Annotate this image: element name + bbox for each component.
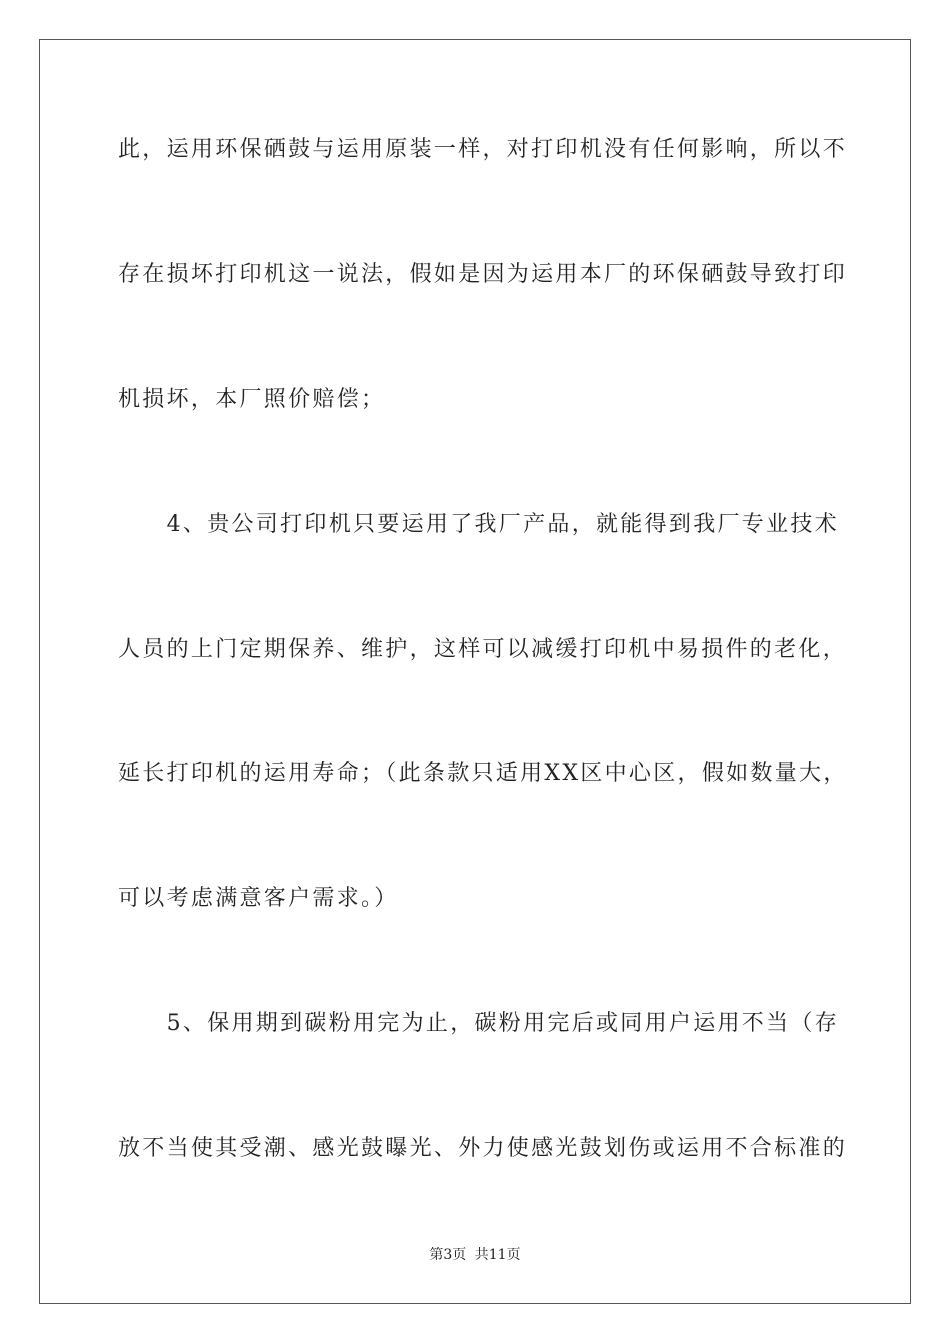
- page-number: 第3页: [429, 1247, 467, 1263]
- page-frame: [39, 39, 911, 1304]
- page-footer: [0, 1246, 950, 1264]
- body-line-2: 存在损坏打印机这一说法，假如是因为运用本厂的环保硒鼓导致打印: [118, 262, 848, 287]
- body-line-7: 可以考虑满意客户需求。）: [118, 886, 399, 911]
- body-line-1: 此，运用环保硒鼓与运用原装一样，对打印机没有任何影响，所以不: [118, 137, 848, 162]
- body-line-6: 延长打印机的运用寿命；（此条款只适用XX区中心区，假如数量大，: [118, 761, 848, 786]
- page-total: 共11页: [474, 1247, 521, 1263]
- body-line-3: 机损坏，本厂照价赔偿；: [118, 387, 386, 412]
- body-line-4: 4、贵公司打印机只要运用了我厂产品，就能得到我厂专业技术: [118, 512, 839, 537]
- body-line-9: 放不当使其受潮、感光鼓曝光、外力使感光鼓划伤或运用不合标准的: [118, 1136, 848, 1161]
- body-line-5: 人员的上门定期保养、维护，这样可以减缓打印机中易损件的老化，: [118, 637, 848, 662]
- body-line-8: 5、保用期到碳粉用完为止，碳粉用完后或同用户运用不当（存: [118, 1011, 839, 1036]
